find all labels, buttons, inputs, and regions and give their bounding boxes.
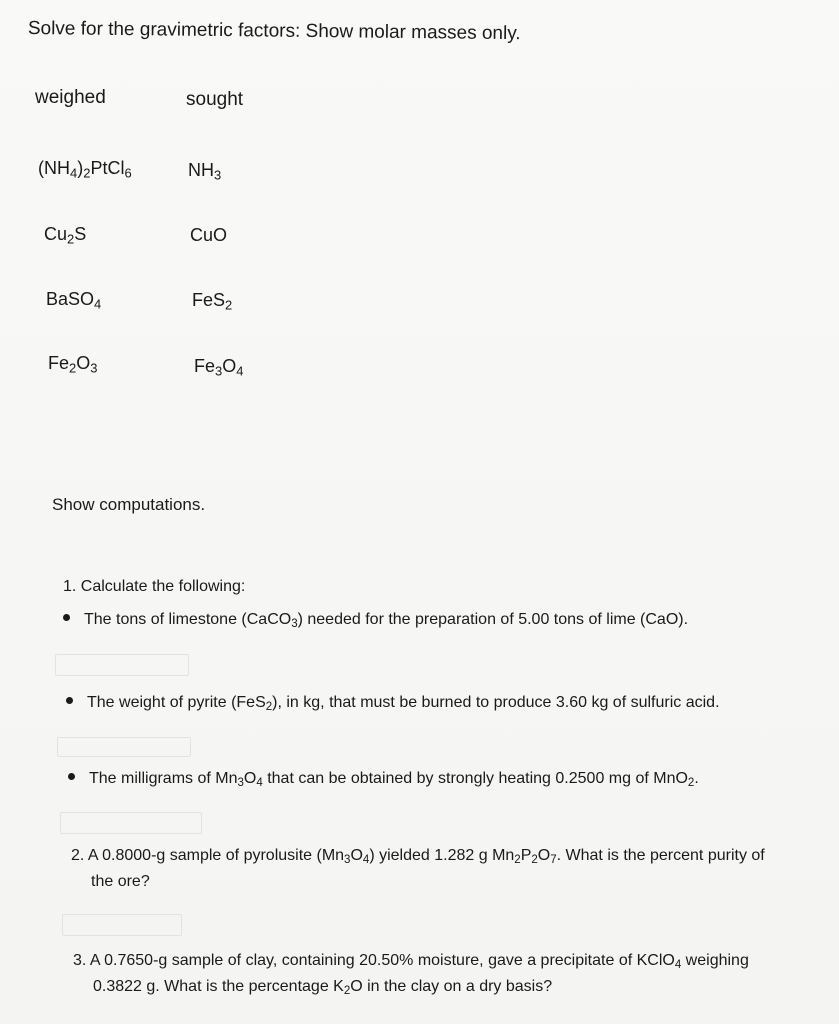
question-1-bullet-1: The tons of limestone (CaCO$_3$) needed for the preparation of 5.00 tons of lime (CaO). (63, 611, 688, 629)
worksheet-title: Solve for the gravimetric factors: Show molar masses only. (27, 18, 521, 45)
question-1-intro: 1. Calculate the following: (63, 578, 246, 595)
sought-formula-2: CuO (190, 225, 228, 245)
answer-box-1 (55, 654, 189, 676)
weighed-formula-1: $(NH_4)_2PtCl_6$ (38, 158, 132, 181)
question-1-bullet-2: The weight of pyrite (FeS$_2$), in kg, that must be burned to produce 3.60 kg of sulfuric acid. (66, 694, 720, 712)
column-header-sought: sought (186, 89, 244, 110)
sought-formula-4: $Fe_3O_4$ (194, 356, 244, 379)
column-header-weighed: weighed (35, 87, 106, 108)
bullet-icon (66, 697, 73, 704)
weighed-formula-2: $Cu_2S$ (44, 224, 87, 247)
sought-formula-3: FeS$_2$ (192, 290, 233, 313)
question-3: 3. A 0.7650-g sample of clay, containing 20.50% moisture, gave a precipitate of KClO$_4$ weighing 0.3822 g. What is the percentage $K_2O$ in the clay on a dry basis? (73, 952, 749, 997)
question-1-bullet-3: The milligrams of $Mn_3O_4$ that can be obtained by strongly heating 0.2500 mg of MnO$_2$. (68, 770, 699, 788)
weighed-formula-3: BaSO$_4$ (46, 289, 102, 312)
bullet-icon (63, 614, 70, 621)
answer-box-3 (60, 812, 202, 834)
sought-formula-1: $NH_3$ (188, 160, 222, 183)
answer-box-4 (62, 914, 182, 936)
show-computations-heading: Show computations. (52, 495, 206, 514)
question-2: 2. A 0.8000-g sample of pyrolusite $(Mn_3O_4)$ yielded 1.282 g $Mn_2P_2O_7$. What is the percent purity of the ore? (71, 847, 765, 890)
bullet-icon (68, 773, 75, 780)
answer-box-2 (57, 737, 191, 757)
weighed-formula-4: $Fe_2O_3$ (48, 353, 98, 376)
